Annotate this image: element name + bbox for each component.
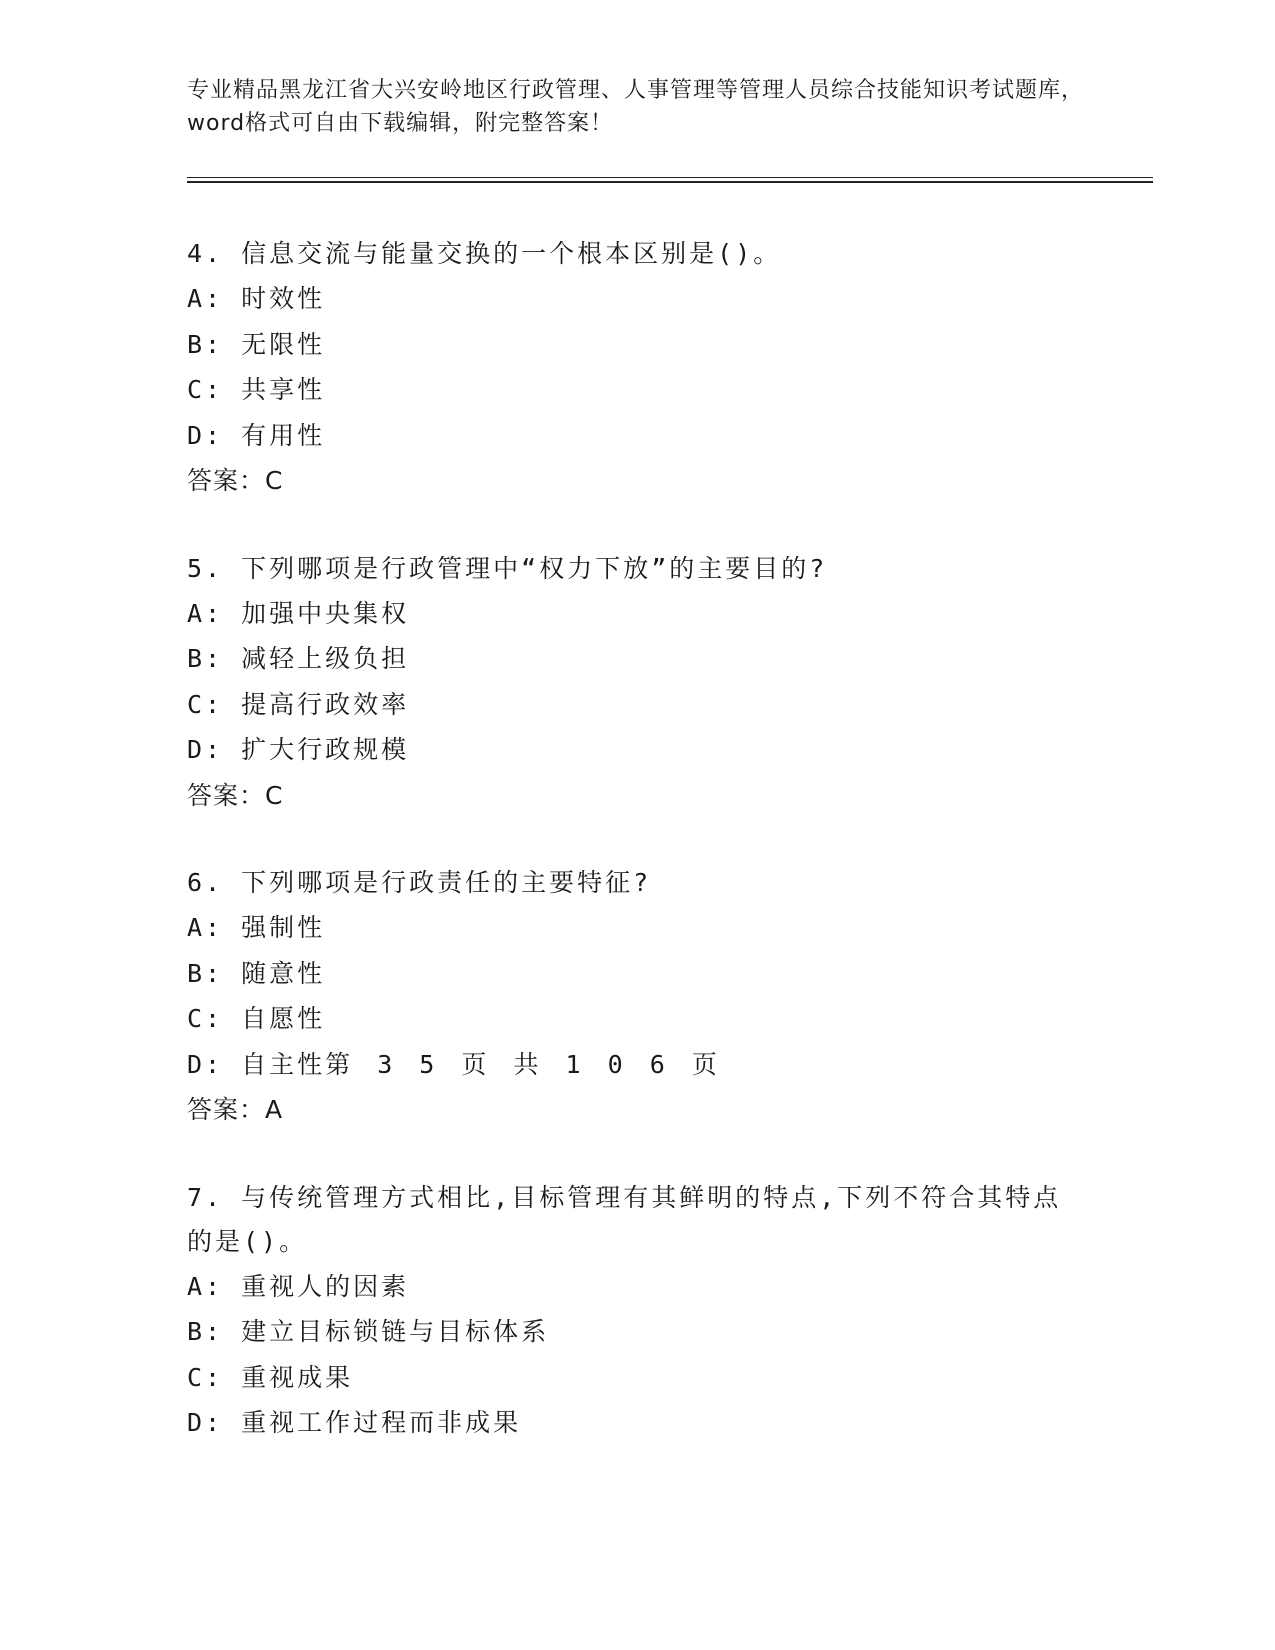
question-7 <box>187 1176 1087 1446</box>
option-b: B: 减轻上级负担 <box>187 644 410 673</box>
option-c: C: 自愿性 <box>187 1004 326 1033</box>
answer: 答案：A <box>187 1095 284 1124</box>
option-d: D: 重视工作过程而非成果 <box>187 1408 522 1437</box>
header-rule-top <box>187 177 1153 178</box>
option-a: A: 重视人的因素 <box>187 1271 410 1301</box>
question-list <box>187 232 1087 1489</box>
question-4 <box>187 232 1087 504</box>
question-stem: 4. 信息交流与能量交换的一个根本区别是()。 <box>187 239 782 268</box>
option-d: D: 自主性 <box>187 1049 326 1079</box>
question-stem: 7. 与传统管理方式相比,目标管理有其鲜明的特点,下列不符合其特点的是()。 <box>187 1182 1062 1256</box>
option-b: B: 无限性 <box>187 329 326 359</box>
option-b: B: 建立目标锁链与目标体系 <box>187 1317 550 1346</box>
option-c: C: 重视成果 <box>187 1362 354 1392</box>
option-a: A: 强制性 <box>187 913 326 942</box>
answer: 答案：C <box>187 780 284 810</box>
page-marker: 第 3 5 页 共 1 0 6 页 <box>325 1049 723 1079</box>
option-a: A: 加强中央集权 <box>187 598 410 628</box>
document-header: 专业精品黑龙江省大兴安岭地区行政管理、人事管理等管理人员综合技能知识考试题库，word格式可自由下载编辑，附完整答案！ <box>187 78 1085 136</box>
question-6 <box>187 861 1087 1133</box>
option-c: C: 提高行政效率 <box>187 689 410 719</box>
question-stem: 6. 下列哪项是行政责任的主要特征? <box>187 868 652 897</box>
question-5 <box>187 547 1087 819</box>
option-d: D: 扩大行政规模 <box>187 735 410 764</box>
question-stem: 5. 下列哪项是行政管理中“权力下放”的主要目的? <box>187 553 828 583</box>
option-c: C: 共享性 <box>187 375 326 404</box>
option-a: A: 时效性 <box>187 284 326 313</box>
option-b: B: 随意性 <box>187 958 326 988</box>
header-rule-bottom <box>187 181 1153 183</box>
answer: 答案：C <box>187 466 284 495</box>
option-d: D: 有用性 <box>187 420 326 450</box>
option-d-with-page-marker <box>187 1042 1087 1088</box>
